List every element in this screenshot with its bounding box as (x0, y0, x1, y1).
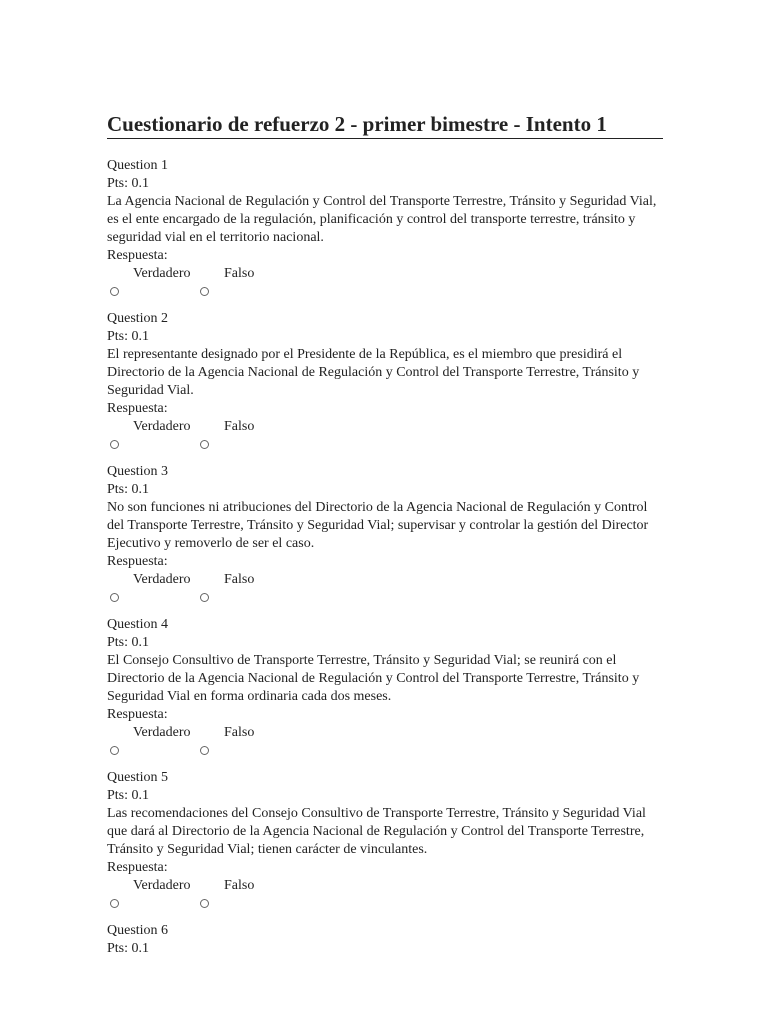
option-false-label: Falso (224, 419, 255, 434)
radio-false[interactable] (200, 746, 209, 755)
option-true-label: Verdadero (133, 725, 191, 740)
question-points: Pts: 0.1 (107, 329, 150, 344)
option-true-label: Verdadero (133, 878, 191, 893)
question-3 (107, 463, 663, 607)
question-points: Pts: 0.1 (107, 482, 150, 497)
option-false-label: Falso (224, 725, 255, 740)
question-text: Las recomendaciones del Consejo Consultivo de Transporte Terrestre, Tránsito y Seguridad Vial que dará al Directorio de la Agencia Nacional de Regulación y Control del Transporte Terrestre, Tránsito y Seguridad Vial; tienen carácter de vinculantes. (107, 806, 646, 857)
answer-label: Respuesta: (107, 248, 168, 263)
answer-options (107, 418, 663, 454)
question-5 (107, 769, 663, 913)
answer-label: Respuesta: (107, 401, 168, 416)
question-text: El representante designado por el Presidente de la República, es el miembro que presidirá el Directorio de la Agencia Nacional de Regulación y Control del Transporte Terrestre, Tránsito y Seguridad Vial. (107, 347, 640, 398)
question-label: Question 4 (107, 617, 169, 632)
question-label: Question 6 (107, 923, 169, 938)
radio-false[interactable] (200, 593, 209, 602)
radio-true[interactable] (110, 899, 119, 908)
question-points: Pts: 0.1 (107, 788, 150, 803)
option-true-label: Verdadero (133, 266, 191, 281)
question-list (107, 157, 663, 958)
document-page (107, 111, 663, 958)
question-label: Question 2 (107, 311, 169, 326)
answer-options (107, 265, 663, 301)
answer-label: Respuesta: (107, 707, 168, 722)
answer-options (107, 571, 663, 607)
question-2 (107, 310, 663, 454)
radio-false[interactable] (200, 899, 209, 908)
question-text: La Agencia Nacional de Regulación y Control del Transporte Terrestre, Tránsito y Seguridad Vial, es el ente encargado de la regulación, planificación y control del transporte terrestre, tránsito y seguridad vial en el territorio nacional. (107, 194, 657, 245)
question-label: Question 3 (107, 464, 169, 479)
radio-false[interactable] (200, 287, 209, 296)
question-4 (107, 616, 663, 760)
option-false-label: Falso (224, 878, 255, 893)
answer-label: Respuesta: (107, 860, 168, 875)
radio-true[interactable] (110, 287, 119, 296)
option-true-label: Verdadero (133, 572, 191, 587)
answer-options (107, 877, 663, 913)
question-label: Question 5 (107, 770, 169, 785)
radio-true[interactable] (110, 593, 119, 602)
question-6 (107, 922, 663, 958)
question-label: Question 1 (107, 158, 169, 173)
radio-true[interactable] (110, 440, 119, 449)
question-points: Pts: 0.1 (107, 635, 150, 650)
question-points: Pts: 0.1 (107, 176, 150, 191)
question-1 (107, 157, 663, 301)
option-false-label: Falso (224, 266, 255, 281)
radio-true[interactable] (110, 746, 119, 755)
option-false-label: Falso (224, 572, 255, 587)
answer-options (107, 724, 663, 760)
option-true-label: Verdadero (133, 419, 191, 434)
question-points: Pts: 0.1 (107, 941, 150, 956)
question-text: No son funciones ni atribuciones del Directorio de la Agencia Nacional de Regulación y Control del Transporte Terrestre, Tránsito y Seguridad Vial; supervisar y controlar la gestión del Director Ejecutivo y removerlo de ser el caso. (107, 500, 649, 551)
page-title: Cuestionario de refuerzo 2 - primer bimestre - Intento 1 (107, 111, 663, 139)
question-text: El Consejo Consultivo de Transporte Terrestre, Tránsito y Seguridad Vial; se reunirá con el Directorio de la Agencia Nacional de Regulación y Control del Transporte Terrestre, Tránsito y Seguridad Vial en forma ordinaria cada dos meses. (107, 653, 640, 704)
answer-label: Respuesta: (107, 554, 168, 569)
radio-false[interactable] (200, 440, 209, 449)
